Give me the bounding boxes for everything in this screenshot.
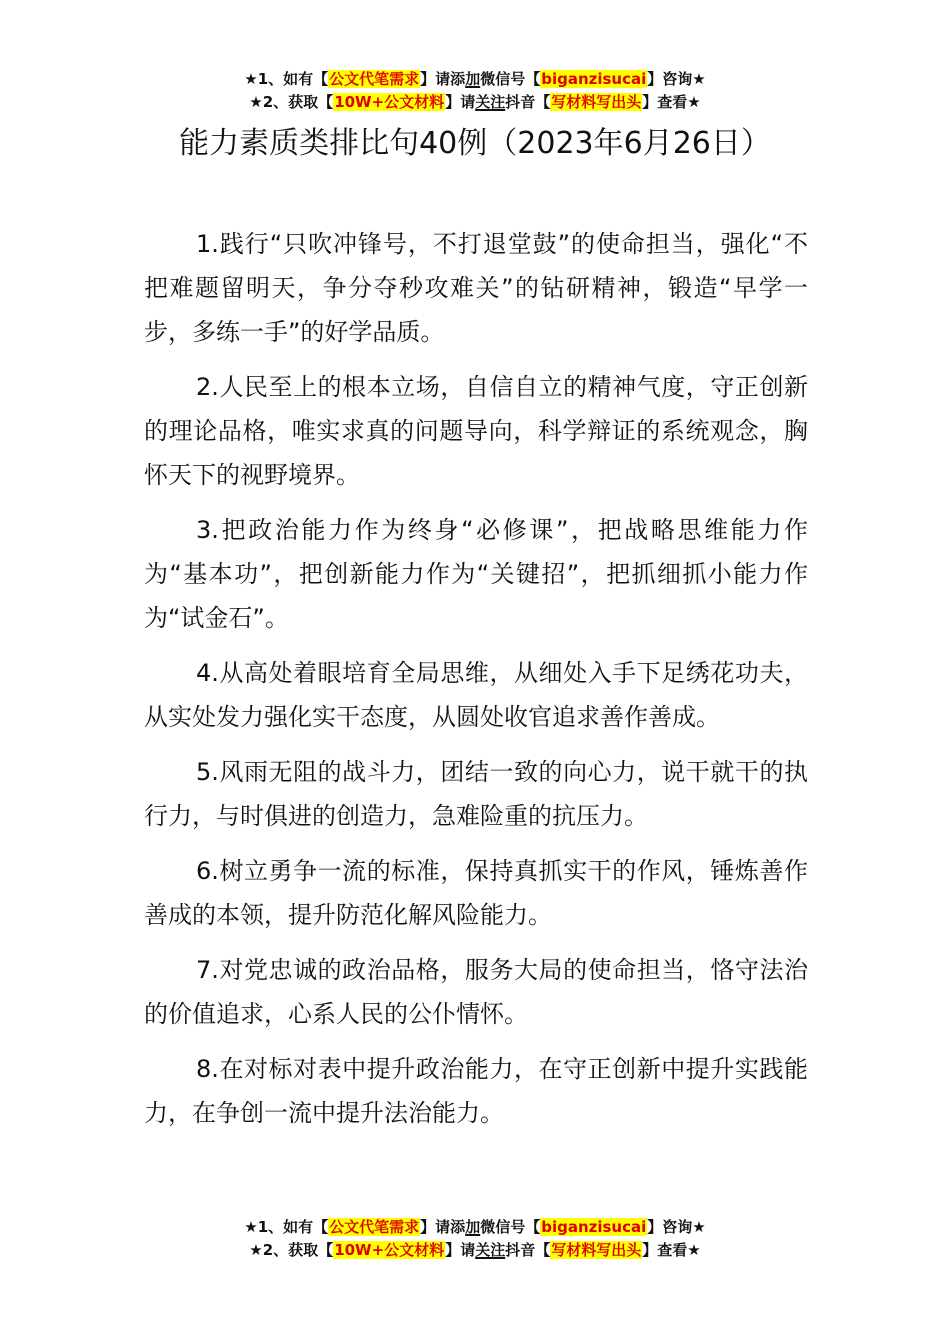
footer-highlight-materials: 10W+公文材料 (334, 1241, 445, 1259)
footer-notice-line-1: ★1、如有【公文代笔需求】请添加微信号【biganzisucai】咨询★ (244, 1218, 706, 1236)
paragraph-2: 2.人民至上的根本立场，自信自立的精神气度，守正创新的理论品格，唯实求真的问题导向，科学辩证的系统观念，胸怀天下的视野境界。 (144, 373, 808, 489)
notice-highlight-materials: 10W+公文材料 (334, 93, 445, 111)
notice-line-1: ★1、如有【公文代笔需求】请添加微信号【biganzisucai】咨询★ (244, 70, 706, 88)
footer-highlight-douyin: 写材料写出头 (551, 1241, 642, 1259)
paragraph-6: 6.树立勇争一流的标准，保持真抓实干的作风，锤炼善作善成的本领，提升防范化解风险能力。 (144, 857, 808, 929)
footer-notice (0, 1216, 950, 1262)
header-notice (0, 68, 950, 114)
notice-highlight-wechat-id: biganzisucai (541, 70, 647, 88)
notice-highlight-service: 公文代笔需求 (329, 70, 420, 88)
paragraph-5: 5.风雨无阻的战斗力，团结一致的向心力，说干就干的执行力，与时俱进的创造力，急难险重的抗压力。 (144, 758, 808, 830)
document-title: 能力素质类排比句40例（2023年6月26日） (179, 126, 771, 161)
paragraph-8: 8.在对标对表中提升政治能力，在守正创新中提升实践能力，在争创一流中提升法治能力。 (144, 1055, 808, 1127)
footer-notice-line-2: ★2、获取【10W+公文材料】请关注抖音【写材料写出头】查看★ (249, 1241, 701, 1259)
notice-highlight-douyin: 写材料写出头 (551, 93, 642, 111)
paragraph-7: 7.对党忠诚的政治品格，服务大局的使命担当，恪守法治的价值追求，心系人民的公仆情怀。 (144, 956, 808, 1028)
footer-highlight-service: 公文代笔需求 (329, 1218, 420, 1236)
notice-line-2: ★2、获取【10W+公文材料】请关注抖音【写材料写出头】查看★ (249, 93, 701, 111)
paragraph-4: 4.从高处着眼培育全局思维，从细处入手下足绣花功夫，从实处发力强化实干态度，从圆处收官追求善作善成。 (144, 659, 808, 731)
footer-highlight-wechat-id: biganzisucai (541, 1218, 647, 1236)
document-body (144, 222, 808, 1146)
paragraph-3: 3.把政治能力作为终身“必修课”，把战略思维能力作为“基本功”，把创新能力作为“关键招”，把抓细抓小能力作为“试金石”。 (144, 516, 808, 632)
paragraph-1: 1.践行“只吹冲锋号，不打退堂鼓”的使命担当，强化“不把难题留明天，争分夺秒攻难关”的钻研精神，锻造“早学一步，多练一手”的好学品质。 (144, 230, 808, 346)
